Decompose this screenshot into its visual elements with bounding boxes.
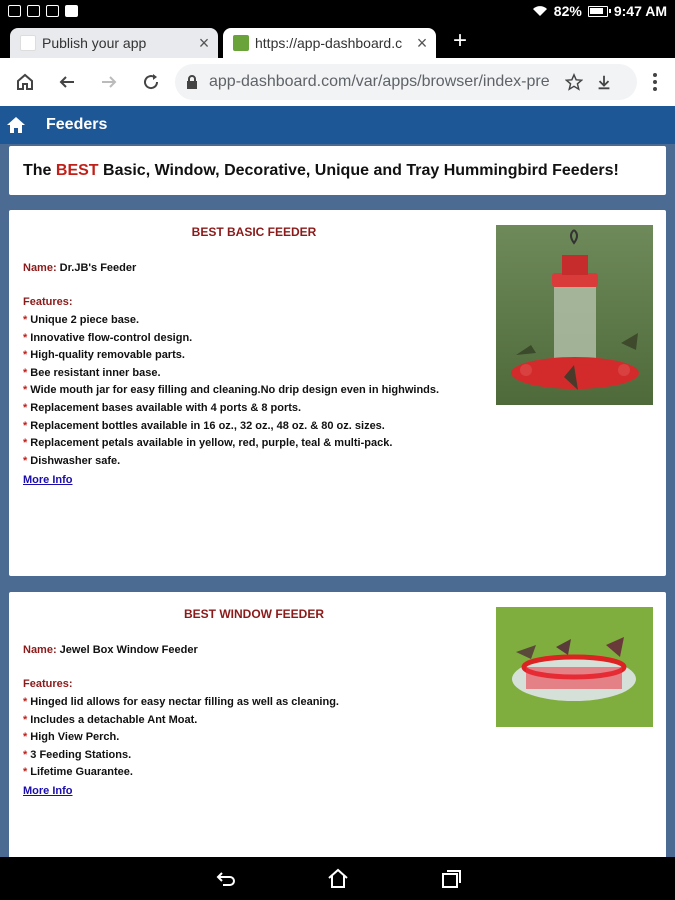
site-favicon-icon xyxy=(233,35,249,51)
home-outline-icon xyxy=(15,72,35,92)
more-info-wrap xyxy=(23,785,73,797)
lock-icon xyxy=(185,74,199,90)
name-label: Name: xyxy=(23,262,57,274)
download-icon xyxy=(595,73,613,91)
feeder-card-basic xyxy=(9,210,666,576)
features-list xyxy=(23,312,439,470)
star-icon xyxy=(565,73,583,91)
tab-title: https://app-dashboard.c xyxy=(255,35,403,51)
tab-app-dashboard[interactable] xyxy=(223,28,436,58)
feeder-photo xyxy=(496,607,653,727)
list-item: * Innovative flow-control design. xyxy=(23,331,193,344)
more-info-wrap xyxy=(23,474,73,486)
tab-close-button[interactable]: × xyxy=(198,32,210,53)
forward-icon xyxy=(99,72,119,92)
forward-button[interactable] xyxy=(95,68,123,96)
features-label-text: Features: xyxy=(23,678,73,690)
list-item: * Hinged lid allows for easy nectar filling as well as cleaning. xyxy=(23,696,339,708)
more-info-link[interactable]: More Info xyxy=(23,785,73,797)
list-item: * Bee resistant inner base. xyxy=(23,366,161,379)
features-label-text: Features: xyxy=(23,296,73,308)
home-icon[interactable] xyxy=(6,115,26,135)
headline-box xyxy=(9,146,666,195)
features-label xyxy=(23,678,73,690)
page-favicon-icon xyxy=(20,35,36,51)
feeder-photo xyxy=(496,225,653,405)
notification-icon xyxy=(8,5,21,17)
card-title: BEST WINDOW FEEDER xyxy=(184,607,324,621)
reload-icon xyxy=(141,72,161,92)
clock: 9:47 AM xyxy=(613,3,667,19)
url-text[interactable]: app-dashboard.com/var/apps/browser/index-pre xyxy=(209,73,550,90)
back-button[interactable] xyxy=(53,68,81,96)
headline-rest: Basic, Window, Decorative, Unique and Tray Hummingbird Feeders! xyxy=(98,161,619,179)
download-button[interactable] xyxy=(589,67,619,97)
new-tab-button[interactable]: + xyxy=(452,27,467,54)
list-item: * Dishwasher safe. xyxy=(23,454,121,467)
basic-feeder-image[interactable] xyxy=(496,225,653,405)
list-item: * Lifetime Guarantee. xyxy=(23,766,133,779)
nav-recents-icon[interactable] xyxy=(439,867,463,891)
list-item: * Replacement bases available with 4 ports & 8 ports. xyxy=(23,401,302,414)
list-item: * Replacement bottles available in 16 oz., 32 oz., 48 oz. & 80 oz. sizes. xyxy=(23,419,385,432)
status-right xyxy=(532,3,667,19)
back-icon xyxy=(57,72,77,92)
bookmark-button[interactable] xyxy=(559,67,589,97)
address-bar[interactable] xyxy=(175,64,637,100)
reload-button[interactable] xyxy=(137,68,165,96)
list-item: * Replacement petals available in yellow, red, purple, teal & multi-pack. xyxy=(23,437,393,450)
features-list xyxy=(23,694,339,782)
feeder-name xyxy=(23,262,136,274)
feeder-name xyxy=(23,644,198,656)
web-page xyxy=(0,106,675,857)
image-icon xyxy=(46,5,59,17)
list-item: * High View Perch. xyxy=(23,731,120,744)
list-item: * Wide mouth jar for easy filling and cleaning.No drip design even in highwinds. xyxy=(23,384,440,397)
headline-best: BEST xyxy=(55,161,99,179)
window-feeder-image[interactable] xyxy=(496,607,653,727)
status-bar xyxy=(0,0,675,24)
clipboard-icon xyxy=(65,5,78,17)
name-value: Dr.JB's Feeder xyxy=(56,262,137,274)
notification-icon xyxy=(27,5,40,17)
list-item: * Unique 2 piece base. xyxy=(23,314,140,326)
name-value: Jewel Box Window Feeder xyxy=(56,644,198,656)
tab-title: Publish your app xyxy=(42,35,147,51)
home-button[interactable] xyxy=(11,68,39,96)
headline-prefix: The xyxy=(23,161,56,179)
card-title: BEST BASIC FEEDER xyxy=(191,225,317,239)
system-nav-bar xyxy=(0,857,675,900)
name-label: Name: xyxy=(23,644,57,656)
site-title[interactable]: Feeders xyxy=(46,116,108,133)
list-item: * Includes a detachable Ant Moat. xyxy=(23,713,198,726)
nav-home-icon[interactable] xyxy=(326,867,350,891)
nav-back-icon[interactable] xyxy=(214,867,238,891)
site-header xyxy=(0,106,675,144)
tab-strip xyxy=(0,24,675,58)
tab-close-button[interactable]: × xyxy=(416,32,428,53)
wifi-icon xyxy=(532,5,548,17)
menu-icon xyxy=(652,72,658,92)
feeder-card-window xyxy=(9,592,666,857)
more-info-link[interactable]: More Info xyxy=(23,474,73,486)
battery-icon xyxy=(588,6,608,17)
browser-toolbar xyxy=(0,58,675,106)
list-item: * High-quality removable parts. xyxy=(23,349,185,362)
tab-publish-your-app[interactable] xyxy=(10,28,218,58)
battery-percent: 82% xyxy=(553,3,582,19)
features-label xyxy=(23,296,73,308)
notification-icons xyxy=(8,5,78,17)
menu-button[interactable] xyxy=(641,68,669,96)
list-item: * 3 Feeding Stations. xyxy=(23,748,132,761)
headline xyxy=(23,162,619,180)
